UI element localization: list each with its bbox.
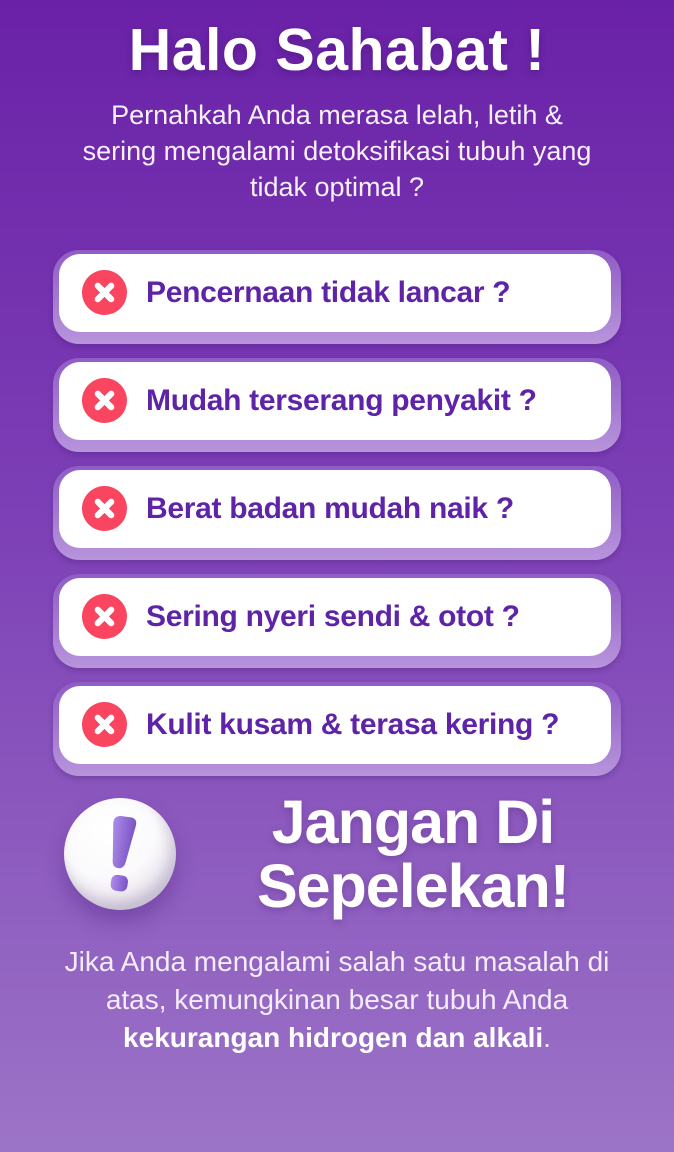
warning-heading: Jangan Di Sepelekan! xyxy=(256,787,570,921)
x-circle-icon xyxy=(82,702,127,747)
problem-card-face xyxy=(59,686,611,764)
page-subtitle: Pernahkah Anda merasa lelah, letih & sering mengalami detoksifikasi tubuh yang tidak optimal ? xyxy=(82,100,592,202)
problem-card-face xyxy=(59,362,611,440)
warning-section xyxy=(0,787,674,921)
x-circle-icon xyxy=(82,486,127,531)
x-circle-icon xyxy=(82,378,127,423)
problem-label: Pencernaan tidak lancar ? xyxy=(146,275,511,309)
problem-card-dull-skin xyxy=(53,682,621,776)
problem-label: Mudah terserang penyakit ? xyxy=(146,383,537,417)
problem-label: Berat badan mudah naik ? xyxy=(146,491,514,525)
problem-card-digestion xyxy=(53,250,621,344)
problem-card-face xyxy=(59,578,611,656)
problem-card-weight xyxy=(53,466,621,560)
problem-card-illness xyxy=(53,358,621,452)
problem-card-face xyxy=(59,254,611,332)
problem-label: Sering nyeri sendi & otot ? xyxy=(146,599,520,633)
x-circle-icon xyxy=(82,594,127,639)
warning-body-normal: Jika Anda mengalami salah satu masalah di atas, kemungkinan besar tubuh Anda xyxy=(64,946,610,1016)
exclamation-3d-icon xyxy=(64,798,176,910)
problem-card-joint-pain xyxy=(53,574,621,668)
problem-card-list xyxy=(53,250,621,776)
warning-body-end: . xyxy=(543,1022,551,1054)
warning-body-bold: kekurangan hidrogen dan alkali xyxy=(123,1022,544,1054)
problem-label: Kulit kusam & terasa kering ? xyxy=(146,707,560,741)
x-circle-icon xyxy=(82,270,127,315)
warning-body xyxy=(56,943,618,1057)
problem-card-face xyxy=(59,470,611,548)
page-title: Halo Sahabat ! xyxy=(128,17,546,83)
